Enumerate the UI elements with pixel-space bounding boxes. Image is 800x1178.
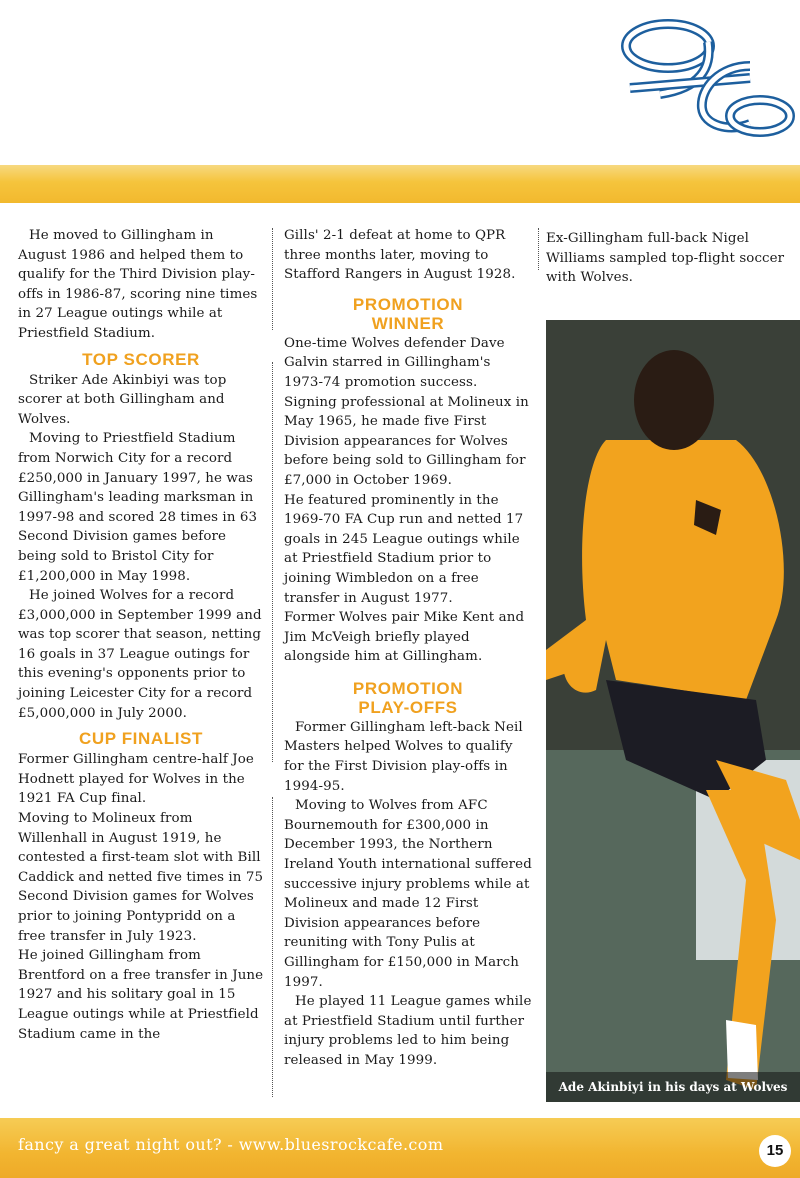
paragraph: Moving to Priestfield Stadium from Norwich City for a record £250,000 in January 1997, he was Gillingham's leading marksman in 1997-98 and scored 28 times in 63 Second Division games before being sold to Bristol City for £1,200,000 in May 1998.	[18, 431, 258, 584]
article-column-3	[546, 229, 798, 288]
paragraph: He moved to Gillingham in August 1986 and helped them to qualify for the Third Division play-offs in 1986-87, scoring nine times in 27 League outings while at Priestfield Stadium.	[18, 228, 258, 341]
paragraph: Gills' 2-1 defeat at home to QPR three months later, moving to Stafford Rangers in August 1928.	[284, 228, 516, 283]
player-illustration	[546, 320, 800, 1102]
heading-line: WINNER	[371, 313, 445, 333]
paragraph: Former Gillingham left-back Neil Masters helped Wolves to qualify for the First Division play-offs in 1994-95.	[284, 719, 523, 794]
section-heading-promotion-playoffs	[284, 679, 532, 717]
section-heading-cup-finalist: CUP FINALIST	[78, 729, 203, 749]
paragraph: He played 11 League games while at Priestfield Stadium until further injury problems led to him being released in May 1999.	[284, 994, 532, 1068]
gfc-logo	[600, 8, 798, 148]
column-divider	[272, 362, 273, 762]
paragraph: Striker Ade Akinbiyi was top scorer at both Gillingham and Wolves.	[18, 372, 227, 427]
paragraph: Former Wolves pair Mike Kent and Jim McVeigh briefly played alongside him at Gillingham.	[284, 610, 525, 665]
paragraph: Moving to Molineux from Willenhall in August 1919, he contested a first-team slot with Bill Caddick and netted five times in 75 Second Division games for Wolves prior to joining Pontypridd on a free transfer in July 1923.	[18, 811, 264, 944]
header-band	[0, 165, 800, 203]
article-column-1	[18, 226, 264, 1044]
player-photo	[546, 320, 800, 1102]
section-heading-top-scorer: TOP SCORER	[82, 349, 200, 369]
column-divider	[538, 228, 539, 270]
paragraph: Former Gillingham centre-half Joe Hodnett played for Wolves in the 1921 FA Cup final.	[18, 752, 254, 807]
heading-line: PROMOTION	[352, 294, 464, 314]
paragraph: Ex-Gillingham full-back Nigel Williams sampled top-flight soccer with Wolves.	[546, 231, 785, 286]
column-divider	[272, 797, 273, 1097]
page-number: 15	[759, 1135, 791, 1167]
paragraph: Signing professional at Molineux in May 1965, he made five First Division appearances for Wolves before being sold to Gillingham for £7,000 in October 1969.	[284, 394, 529, 488]
page-header	[0, 0, 800, 165]
article-column-2	[284, 226, 532, 1071]
paragraph: He joined Wolves for a record £3,000,000 in September 1999 and was top scorer that season, netting 16 goals in 37 League outings for this evening's opponents prior to joining Leicester City for a record £5,000,000 in July 2000.	[18, 588, 262, 721]
paragraph: He featured prominently in the 1969-70 FA Cup run and netted 17 goals in 245 League outings while at Priestfield Stadium prior to joining Wimbledon on a free transfer in August 1977.	[284, 492, 524, 606]
section-heading-promotion-winner	[284, 295, 532, 333]
footer-tagline: fancy a great night out? - www.bluesrockcafe.com	[18, 1135, 444, 1154]
paragraph: He joined Gillingham from Brentford on a free transfer in June 1927 and his solitary goal in 15 League outings while at Priestfield Stadium came in the	[18, 948, 264, 1042]
photo-caption: Ade Akinbiyi in his days at Wolves	[546, 1072, 800, 1102]
paragraph: Moving to Wolves from AFC Bournemouth for £300,000 in December 1993, the Northern Ireland Youth international suffered successive injury problems while at Molineux and made 12 First Division appearances before reuniting with Tony Pulis at Gillingham for £150,000 in March 1997.	[284, 798, 532, 990]
heading-line: PLAY-OFFS	[358, 697, 458, 717]
column-divider	[272, 228, 273, 330]
paragraph: One-time Wolves defender Dave Galvin starred in Gillingham's 1973-74 promotion success.	[284, 335, 505, 390]
heading-line: PROMOTION	[352, 678, 464, 698]
